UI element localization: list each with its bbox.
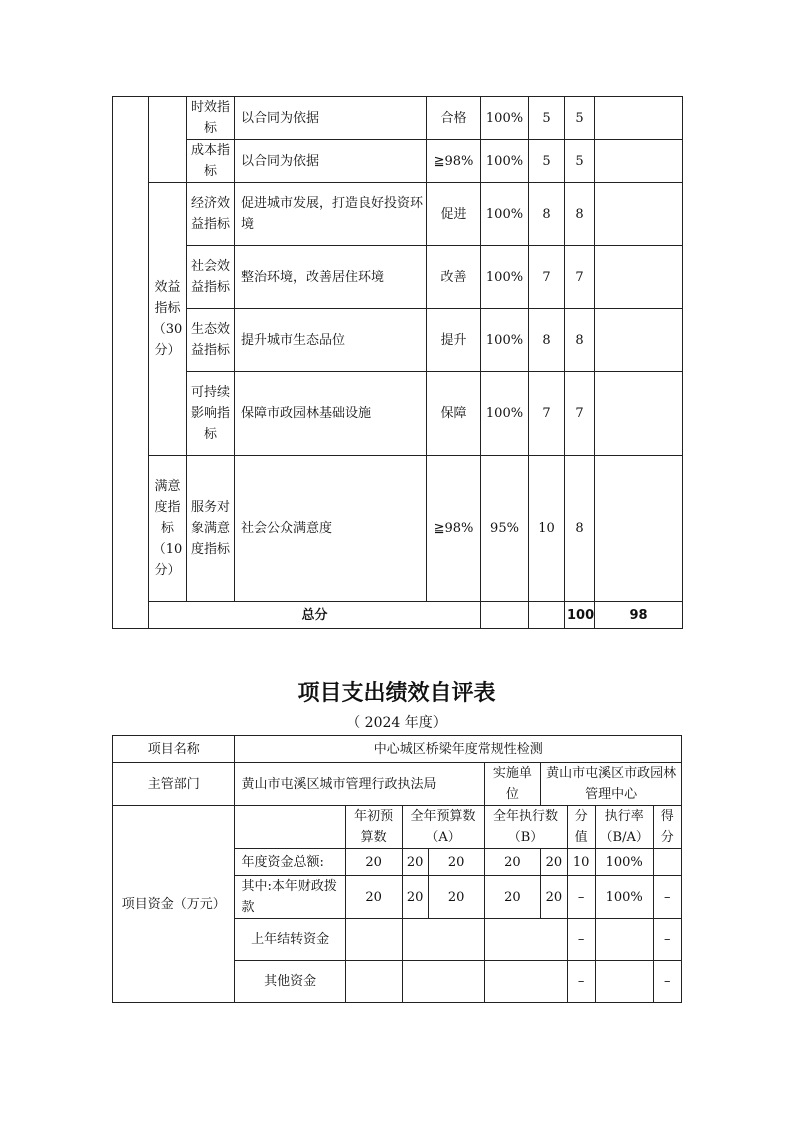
weight: 8	[529, 183, 565, 246]
remark-cell	[595, 246, 683, 309]
header-budget-full: 全年预算数（A）	[402, 806, 484, 849]
target-value: 合格	[427, 97, 481, 140]
target-value: ≧98%	[427, 140, 481, 183]
table-row	[113, 736, 682, 763]
indicator-content: 保障市政园林基础设施	[235, 372, 427, 456]
initial-budget	[345, 919, 402, 961]
indicator-content: 促进城市发展，打造良好投资环境	[235, 183, 427, 246]
executed-right: 20	[541, 876, 567, 919]
indicator-content: 整治环境，改善居住环境	[235, 246, 427, 309]
fund-row-label: 其他资金	[235, 961, 345, 1003]
weight: 7	[529, 246, 565, 309]
header-score-value: 分值	[567, 806, 595, 849]
department-label: 主管部门	[113, 763, 235, 806]
score: 7	[565, 246, 595, 309]
table-row	[113, 372, 683, 456]
executed-right: 20	[541, 849, 567, 876]
exec-rate	[595, 919, 653, 961]
full-budget	[402, 961, 484, 1003]
header-budget-initial: 年初预算数	[345, 806, 402, 849]
full-budget	[402, 919, 484, 961]
actual-value: 100%	[481, 246, 529, 309]
full-budget: 20	[428, 876, 484, 919]
level1-blank-cell	[113, 97, 149, 629]
executed: 20	[484, 876, 541, 919]
target-value: 促进	[427, 183, 481, 246]
fund-label: 项目资金（万元）	[113, 806, 235, 1003]
score: 7	[565, 372, 595, 456]
score: –	[653, 876, 681, 919]
score: 5	[565, 140, 595, 183]
blank-cell	[529, 602, 565, 629]
executed	[484, 919, 567, 961]
sub-indicator: 经济效益指标	[187, 183, 235, 246]
project-expenditure-table	[112, 735, 682, 1003]
blank-cell	[481, 602, 529, 629]
actual-value: 100%	[481, 183, 529, 246]
initial-budget: 20	[345, 849, 402, 876]
target-value: ≧98%	[427, 456, 481, 602]
weight: 10	[529, 456, 565, 602]
full-budget: 20	[428, 849, 484, 876]
table-row	[113, 763, 682, 806]
sub-indicator: 成本指标	[187, 140, 235, 183]
indicator-content: 提升城市生态品位	[235, 309, 427, 372]
points: –	[567, 876, 595, 919]
table-row	[113, 309, 683, 372]
header-exec-rate: 执行率（B/A）	[595, 806, 653, 849]
remark-cell	[595, 97, 683, 140]
target-value: 提升	[427, 309, 481, 372]
initial-budget	[345, 961, 402, 1003]
score: –	[653, 961, 681, 1003]
weight: 7	[529, 372, 565, 456]
performance-indicator-table	[112, 96, 683, 629]
table-header-row	[113, 806, 682, 849]
implementer-label: 实施单位	[484, 763, 541, 806]
fund-row-label: 年度资金总额:	[235, 849, 345, 876]
actual-value: 100%	[481, 372, 529, 456]
weight: 5	[529, 97, 565, 140]
table-row	[113, 140, 683, 183]
sub-indicator: 服务对象满意度指标	[187, 456, 235, 602]
points: 10	[567, 849, 595, 876]
target-value: 改善	[427, 246, 481, 309]
target-value: 保障	[427, 372, 481, 456]
total-weight: 100	[565, 602, 595, 629]
table-row	[113, 246, 683, 309]
total-score: 98	[595, 602, 683, 629]
sub-indicator: 社会效益指标	[187, 246, 235, 309]
score	[653, 849, 681, 876]
total-label: 总分	[149, 602, 481, 629]
level2-blank-cell	[149, 97, 187, 183]
full-budget-left: 20	[402, 849, 428, 876]
table-row	[113, 97, 683, 140]
blank-cell	[235, 806, 345, 849]
table-row	[113, 456, 683, 602]
executed	[484, 961, 567, 1003]
weight: 8	[529, 309, 565, 372]
implementer-value: 黄山市屯溪区市政园林管理中心	[541, 763, 682, 806]
total-row	[113, 602, 683, 629]
page-title: 项目支出绩效自评表	[297, 681, 496, 706]
remark-cell	[595, 372, 683, 456]
group-benefit-indicator: 效益指标（30分）	[149, 183, 187, 456]
sub-indicator: 可持续影响指标	[187, 372, 235, 456]
initial-budget: 20	[345, 876, 402, 919]
exec-rate: 100%	[595, 849, 653, 876]
exec-rate: 100%	[595, 876, 653, 919]
actual-value: 100%	[481, 97, 529, 140]
fund-row-label: 上年结转资金	[235, 919, 345, 961]
sub-indicator: 生态效益指标	[187, 309, 235, 372]
header-executed: 全年执行数（B）	[484, 806, 567, 849]
score: 8	[565, 456, 595, 602]
project-name-value: 中心城区桥梁年度常规性检测	[235, 736, 682, 763]
score: 5	[565, 97, 595, 140]
project-name-label: 项目名称	[113, 736, 235, 763]
remark-cell	[595, 309, 683, 372]
sub-indicator: 时效指标	[187, 97, 235, 140]
exec-rate	[595, 961, 653, 1003]
points: –	[567, 961, 595, 1003]
report-year: （ 2024 年度）	[346, 715, 447, 731]
table-row	[113, 183, 683, 246]
group-satisfaction-indicator: 满意度指标（10分）	[149, 456, 187, 602]
full-budget-left: 20	[402, 876, 428, 919]
actual-value: 95%	[481, 456, 529, 602]
actual-value: 100%	[481, 140, 529, 183]
score: 8	[565, 309, 595, 372]
remark-cell	[595, 183, 683, 246]
indicator-content: 以合同为依据	[235, 97, 427, 140]
remark-cell	[595, 140, 683, 183]
fund-row-label: 其中:本年财政拨款	[235, 876, 345, 919]
points: –	[567, 919, 595, 961]
score: –	[653, 919, 681, 961]
actual-value: 100%	[481, 309, 529, 372]
header-score: 得分	[653, 806, 681, 849]
indicator-content: 以合同为依据	[235, 140, 427, 183]
remark-cell	[595, 456, 683, 602]
indicator-content: 社会公众满意度	[235, 456, 427, 602]
weight: 5	[529, 140, 565, 183]
executed: 20	[484, 849, 541, 876]
score: 8	[565, 183, 595, 246]
department-value: 黄山市屯溪区城市管理行政执法局	[235, 763, 484, 806]
